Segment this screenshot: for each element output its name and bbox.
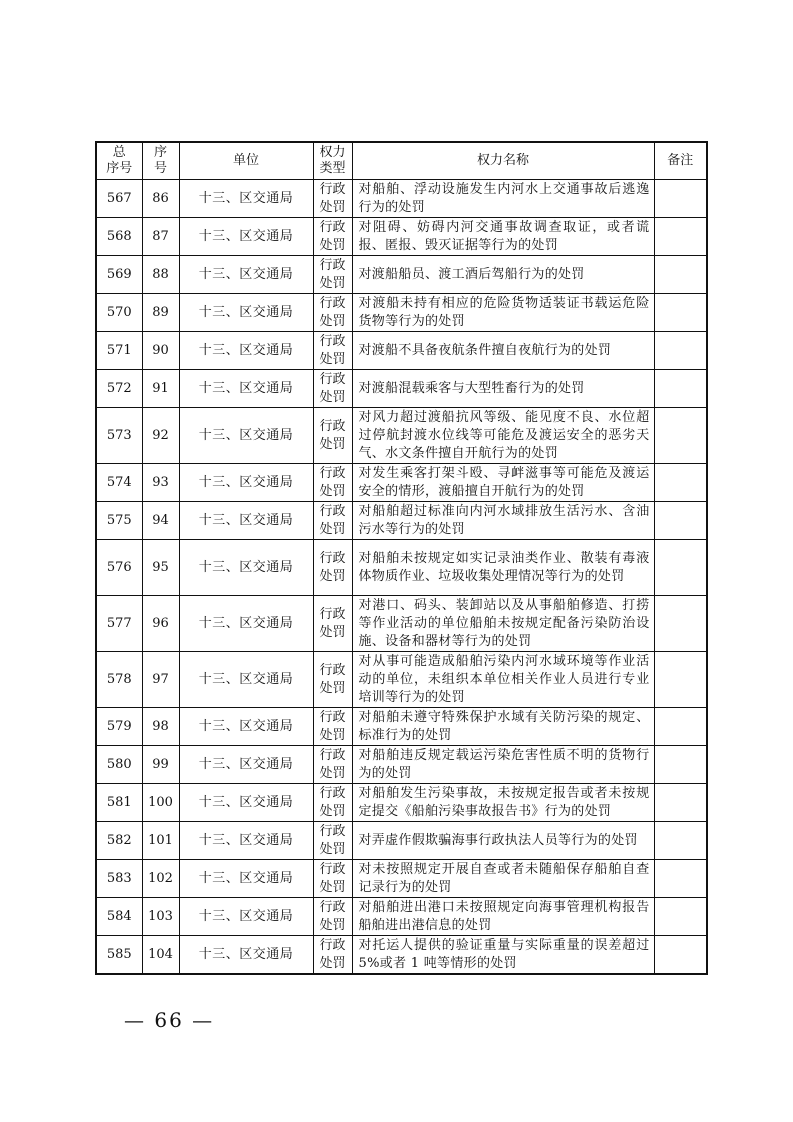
cell-total-no: 584 [96,898,142,936]
cell-no: 100 [142,784,179,822]
cell-remark [654,294,707,332]
table-row [96,294,707,332]
cell-power-type: 行政 处罚 [313,540,352,596]
cell-no: 86 [142,180,179,218]
table-row [96,464,707,502]
cell-power-type: 行政 处罚 [313,408,352,464]
cell-remark [654,596,707,652]
header-power-type-text: 权力 类型 [319,145,346,176]
cell-total-no: 567 [96,180,142,218]
cell-power-type: 行政 处罚 [313,784,352,822]
cell-no: 89 [142,294,179,332]
cell-no: 88 [142,256,179,294]
cell-unit: 十三、区交通局 [179,540,313,596]
cell-no: 92 [142,408,179,464]
cell-total-no: 574 [96,464,142,502]
cell-unit: 十三、区交通局 [179,708,313,746]
table-row [96,332,707,370]
cell-total-no: 582 [96,822,142,860]
cell-power-name: 对船舶发生污染事故，未按规定报告或者未按规定提交《船舶污染事故报告书》行为的处罚 [352,784,654,822]
cell-total-no: 578 [96,652,142,708]
cell-unit: 十三、区交通局 [179,596,313,652]
cell-total-no: 576 [96,540,142,596]
cell-unit: 十三、区交通局 [179,652,313,708]
table-row [96,218,707,256]
cell-unit: 十三、区交通局 [179,180,313,218]
cell-remark [654,936,707,975]
cell-total-no: 570 [96,294,142,332]
cell-no: 103 [142,898,179,936]
cell-unit: 十三、区交通局 [179,256,313,294]
cell-power-type: 行政 处罚 [313,294,352,332]
cell-unit: 十三、区交通局 [179,784,313,822]
cell-no: 94 [142,502,179,540]
cell-power-type: 行政 处罚 [313,898,352,936]
table-row [96,408,707,464]
table-row [96,936,707,975]
cell-remark [654,502,707,540]
cell-remark [654,822,707,860]
cell-unit: 十三、区交通局 [179,370,313,408]
cell-remark [654,408,707,464]
cell-remark [654,652,707,708]
cell-power-name: 对渡船不具备夜航条件擅自夜航行为的处罚 [352,332,654,370]
cell-unit: 十三、区交通局 [179,294,313,332]
header-unit: 单位 [179,142,313,180]
cell-total-no: 579 [96,708,142,746]
cell-unit: 十三、区交通局 [179,860,313,898]
cell-power-type: 行政 处罚 [313,596,352,652]
table-row [96,596,707,652]
cell-power-name: 对船舶、浮动设施发生内河水上交通事故后逃逸行为的处罚 [352,180,654,218]
cell-no: 104 [142,936,179,975]
cell-power-type: 行政 处罚 [313,370,352,408]
table-body [96,180,707,975]
cell-unit: 十三、区交通局 [179,464,313,502]
table-header-row [96,142,707,180]
cell-total-no: 577 [96,596,142,652]
cell-power-type: 行政 处罚 [313,502,352,540]
cell-power-type: 行政 处罚 [313,708,352,746]
header-no-text: 序 号 [153,145,167,176]
cell-remark [654,784,707,822]
table-row [96,860,707,898]
cell-power-type: 行政 处罚 [313,822,352,860]
cell-power-name: 对船舶未按规定如实记录油类作业、散装有毒液体物质作业、垃圾收集处理情况等行为的处罚 [352,540,654,596]
header-power-type [313,142,352,180]
table-row [96,822,707,860]
cell-unit: 十三、区交通局 [179,502,313,540]
cell-power-name: 对从事可能造成船舶污染内河水域环境等作业活动的单位，未组织本单位相关作业人员进行专业培训等行为的处罚 [352,652,654,708]
cell-unit: 十三、区交通局 [179,408,313,464]
cell-power-name: 对港口、码头、装卸站以及从事船舶修造、打捞等作业活动的单位船舶未按规定配备污染防治设施、设备和器材等行为的处罚 [352,596,654,652]
cell-total-no: 575 [96,502,142,540]
header-no [142,142,179,180]
table-row [96,370,707,408]
cell-power-name: 对船舶未遵守特殊保护水域有关防污染的规定、标准行为的处罚 [352,708,654,746]
cell-power-type: 行政 处罚 [313,464,352,502]
cell-total-no: 580 [96,746,142,784]
cell-remark [654,898,707,936]
cell-no: 98 [142,708,179,746]
cell-unit: 十三、区交通局 [179,936,313,975]
cell-total-no: 585 [96,936,142,975]
cell-no: 95 [142,540,179,596]
cell-remark [654,332,707,370]
cell-remark [654,370,707,408]
table-row [96,652,707,708]
cell-power-name: 对未按照规定开展自查或者未随船保存船舶自查记录行为的处罚 [352,860,654,898]
cell-power-type: 行政 处罚 [313,218,352,256]
power-list-table-wrapper [95,141,706,975]
cell-unit: 十三、区交通局 [179,746,313,784]
header-total-no-text: 总 序号 [106,145,133,176]
cell-remark [654,746,707,784]
cell-no: 96 [142,596,179,652]
cell-total-no: 572 [96,370,142,408]
cell-remark [654,218,707,256]
table-row [96,898,707,936]
table-row [96,746,707,784]
cell-remark [654,860,707,898]
cell-power-name: 对托运人提供的验证重量与实际重量的误差超过 5%或者 1 吨等情形的处罚 [352,936,654,975]
cell-no: 87 [142,218,179,256]
cell-power-name: 对渡船船员、渡工酒后驾船行为的处罚 [352,256,654,294]
cell-remark [654,180,707,218]
table-row [96,708,707,746]
table-row [96,256,707,294]
cell-unit: 十三、区交通局 [179,218,313,256]
cell-no: 93 [142,464,179,502]
table-row [96,502,707,540]
cell-unit: 十三、区交通局 [179,822,313,860]
cell-total-no: 568 [96,218,142,256]
cell-power-name: 对船舶超过标准向内河水域排放生活污水、含油污水等行为的处罚 [352,502,654,540]
cell-power-name: 对渡船混载乘客与大型牲畜行为的处罚 [352,370,654,408]
page-number: — 66 — [124,1008,215,1032]
cell-no: 97 [142,652,179,708]
cell-power-type: 行政 处罚 [313,936,352,975]
cell-remark [654,464,707,502]
cell-power-type: 行政 处罚 [313,746,352,784]
cell-no: 99 [142,746,179,784]
header-remark: 备注 [654,142,707,180]
table-row [96,540,707,596]
cell-total-no: 569 [96,256,142,294]
cell-power-name: 对船舶进出港口未按照规定向海事管理机构报告船舶进出港信息的处罚 [352,898,654,936]
cell-no: 101 [142,822,179,860]
table-row [96,784,707,822]
cell-power-type: 行政 处罚 [313,860,352,898]
cell-power-name: 对弄虚作假欺骗海事行政执法人员等行为的处罚 [352,822,654,860]
cell-total-no: 573 [96,408,142,464]
cell-power-type: 行政 处罚 [313,256,352,294]
cell-power-type: 行政 处罚 [313,332,352,370]
cell-power-name: 对阻碍、妨碍内河交通事故调查取证，或者谎报、匿报、毁灭证据等行为的处罚 [352,218,654,256]
cell-no: 91 [142,370,179,408]
power-list-table [95,141,708,975]
cell-power-type: 行政 处罚 [313,180,352,218]
cell-remark [654,708,707,746]
header-total-no [96,142,142,180]
table-row [96,180,707,218]
cell-power-name: 对风力超过渡船抗风等级、能见度不良、水位超过停航封渡水位线等可能危及渡运安全的恶劣天气、水文条件擅自开航行为的处罚 [352,408,654,464]
cell-unit: 十三、区交通局 [179,898,313,936]
cell-remark [654,256,707,294]
cell-total-no: 583 [96,860,142,898]
cell-no: 90 [142,332,179,370]
cell-power-name: 对发生乘客打架斗殴、寻衅滋事等可能危及渡运安全的情形，渡船擅自开航行为的处罚 [352,464,654,502]
cell-power-name: 对渡船未持有相应的危险货物适装证书载运危险货物等行为的处罚 [352,294,654,332]
cell-total-no: 581 [96,784,142,822]
cell-unit: 十三、区交通局 [179,332,313,370]
cell-power-name: 对船舶违反规定载运污染危害性质不明的货物行为的处罚 [352,746,654,784]
cell-power-type: 行政 处罚 [313,652,352,708]
cell-no: 102 [142,860,179,898]
cell-total-no: 571 [96,332,142,370]
header-power-name: 权力名称 [352,142,654,180]
cell-remark [654,540,707,596]
